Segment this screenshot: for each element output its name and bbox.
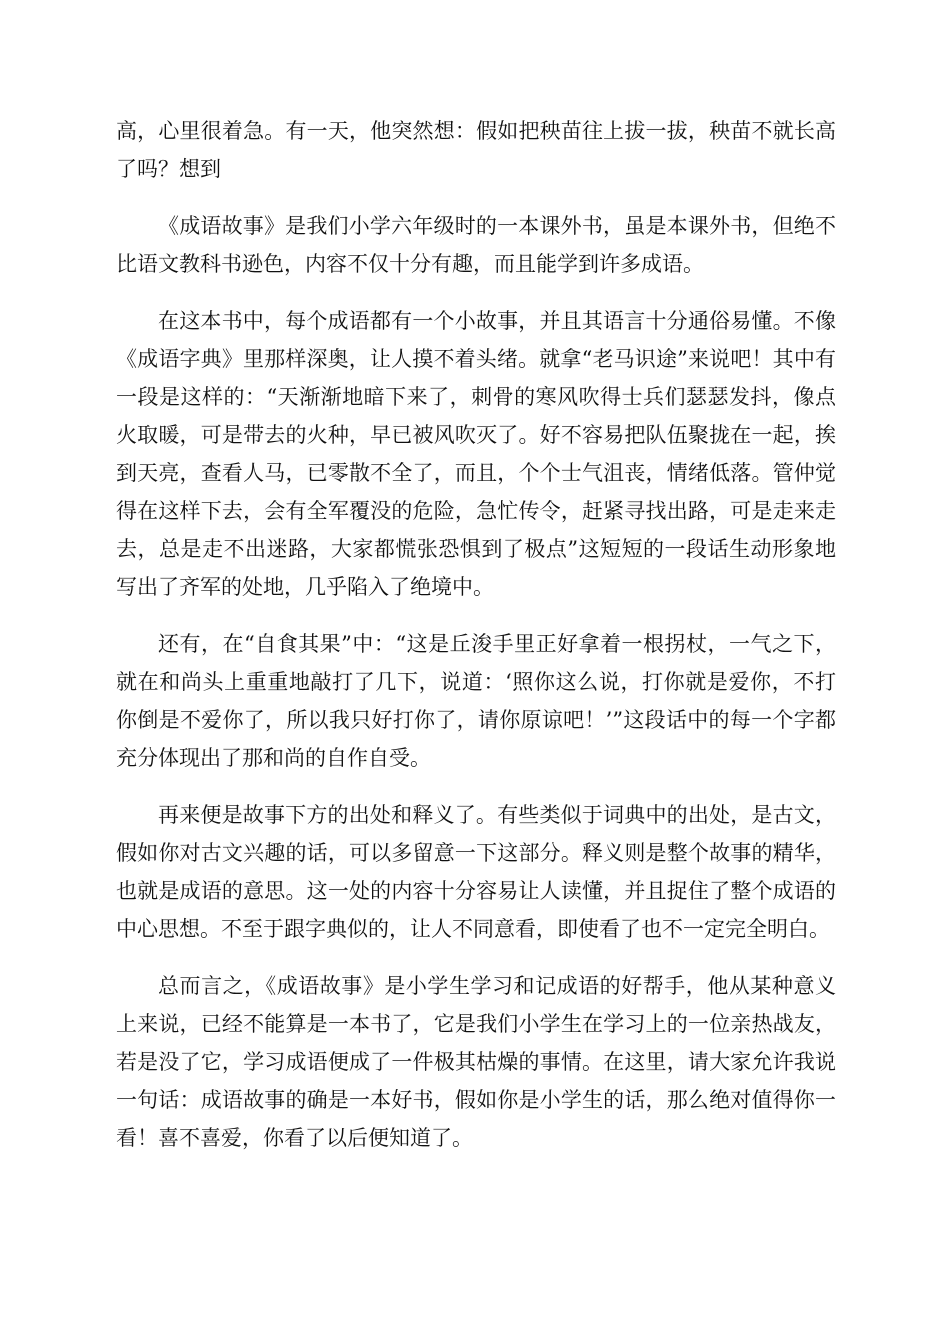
paragraph-zishi-qiguo: 还有，在“自食其果”中：“这是丘浚手里正好拿着一根拐杖，一气之下，就在和尚头上重重地敲打了几下，说道：‘照你这么说，打你就是爱你，不打你倒是不爱你了，所以我只好打你了，请你原谅吧！’”这段话中的每一个字都充分体现出了那和尚的自作自受。 [116, 632, 836, 770]
paragraph-intro: 《成语故事》是我们小学六年级时的一本课外书，虽是本课外书，但绝不比语文教科书逊色，内容不仅十分有趣，而且能学到许多成语。 [116, 214, 836, 276]
document-page [116, 112, 836, 1176]
paragraph-conclusion: 总而言之，《成语故事》是小学生学习和记成语的好帮手，他从某种意义上来说，已经不能算是一本书了，它是我们小学生在学习上的一位亲热战友，若是没了它，学习成语便成了一件极其枯燥的事情。在这里，请大家允许我说一句话：成语故事的确是一本好书，假如你是小学生的话，那么绝对值得你一看！喜不喜爱，你看了以后便知道了。 [116, 974, 836, 1150]
paragraph-continuation: 高，心里很着急。有一天，他突然想：假如把秧苗往上拔一拔，秧苗不就长高了吗？想到 [116, 119, 836, 181]
paragraph-source-meaning: 再来便是故事下方的出处和释义了。有些类似于词典中的出处，是古文，假如你对古文兴趣的话，可以多留意一下这部分。释义则是整个故事的精华，也就是成语的意思。这一处的内容十分容易让人读懂，并且捉住了整个成语的中心思想。不至于跟字典似的，让人不同意看，即使看了也不一定完全明白。 [116, 803, 836, 941]
paragraph-laoma-shitu: 在这本书中，每个成语都有一个小故事，并且其语言十分通俗易懂。不像《成语字典》里那样深奥，让人摸不着头绪。就拿“老马识途”来说吧！其中有一段是这样的：“天渐渐地暗下来了，刺骨的寒风吹得士兵们瑟瑟发抖，像点火取暖，可是带去的火种，早已被风吹灭了。好不容易把队伍聚拢在一起，挨到天亮，查看人马，已零散不全了，而且，个个士气沮丧，情绪低落。管仲觉得在这样下去，会有全军覆没的危险，急忙传令，赶紧寻找出路，可是走来走去，总是走不出迷路，大家都慌张恐惧到了极点”这短短的一段话生动形象地写出了齐军的处地，几乎陷入了绝境中。 [116, 309, 836, 599]
